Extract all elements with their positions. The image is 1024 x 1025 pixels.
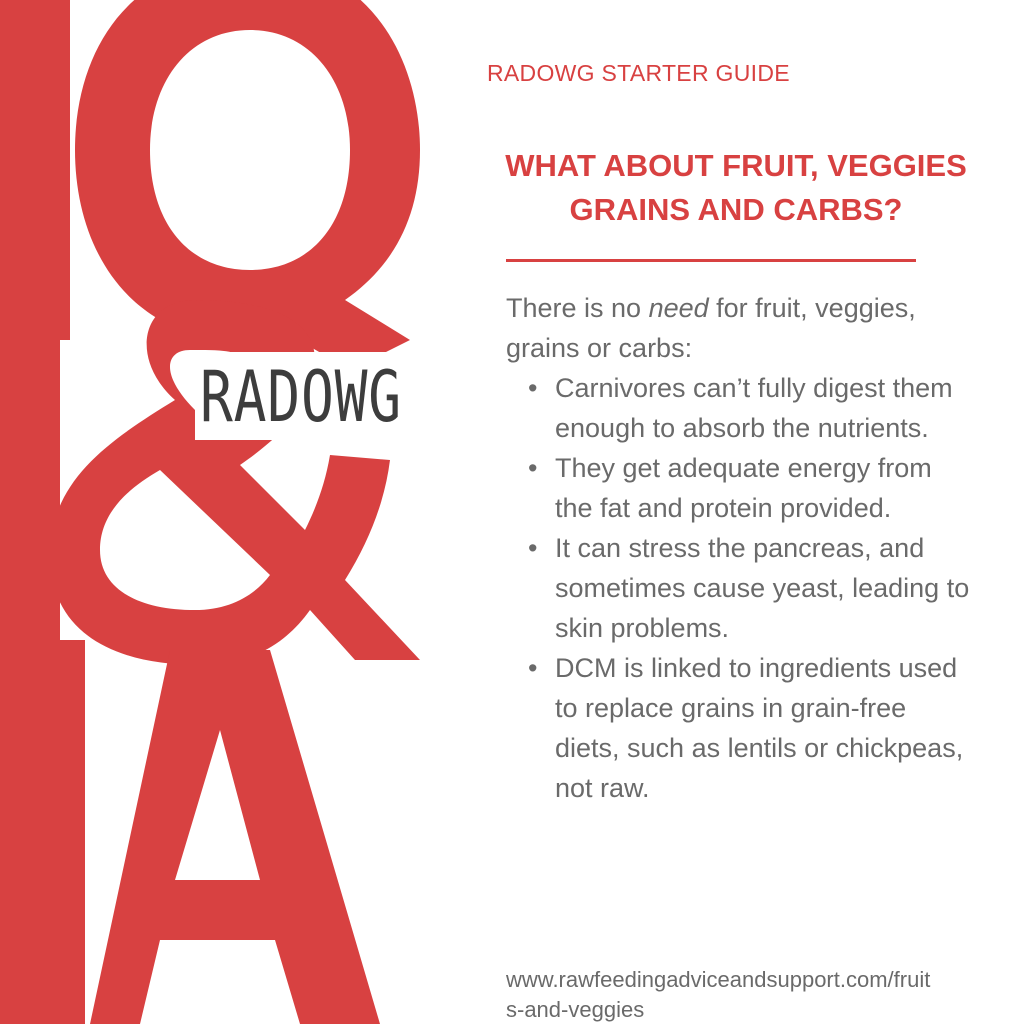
list-item — [506, 448, 976, 528]
divider — [506, 259, 916, 262]
list-item — [506, 648, 976, 808]
bullet-icon: • — [528, 533, 538, 563]
intro-emphasis: need — [648, 293, 709, 323]
intro-before: There is no — [506, 293, 649, 323]
intro-text — [506, 288, 976, 368]
answer-body — [506, 288, 976, 808]
source-link[interactable]: www.rawfeedingadviceandsupport.com/fruits-and-veggies — [506, 967, 931, 1022]
letter-a-shape — [90, 650, 380, 1024]
bullet-icon: • — [528, 453, 538, 483]
title-line-2: GRAINS AND CARBS? — [569, 192, 903, 227]
list-item-text: It can stress the pancreas, and sometimes cause yeast, leading to skin problems. — [555, 533, 970, 643]
ampersand-edge — [0, 330, 60, 660]
title-line-1: WHAT ABOUT FRUIT, VEGGIES — [505, 148, 967, 183]
list-item-text: DCM is linked to ingredients used to replace grains in grain-free diets, such as lentils or chickpeas, not raw. — [555, 653, 964, 803]
reasons-list — [506, 368, 976, 808]
radowg-logo: RADOWG — [200, 356, 402, 438]
list-item-text: Carnivores can’t fully digest them enough to absorb the nutrients. — [555, 373, 953, 443]
list-item — [506, 528, 976, 648]
bullet-icon: • — [528, 653, 538, 683]
list-item — [506, 368, 976, 448]
intro-after: for fruit, veggies, grains or carbs: — [506, 293, 916, 363]
bullet-icon: • — [528, 373, 538, 403]
letter-q-edge — [0, 0, 70, 340]
list-item-text: They get adequate energy from the fat and protein provided. — [555, 453, 932, 523]
letter-a-edge — [0, 640, 85, 1024]
page-title — [466, 144, 1006, 232]
series-title: RADOWG STARTER GUIDE — [487, 60, 790, 86]
